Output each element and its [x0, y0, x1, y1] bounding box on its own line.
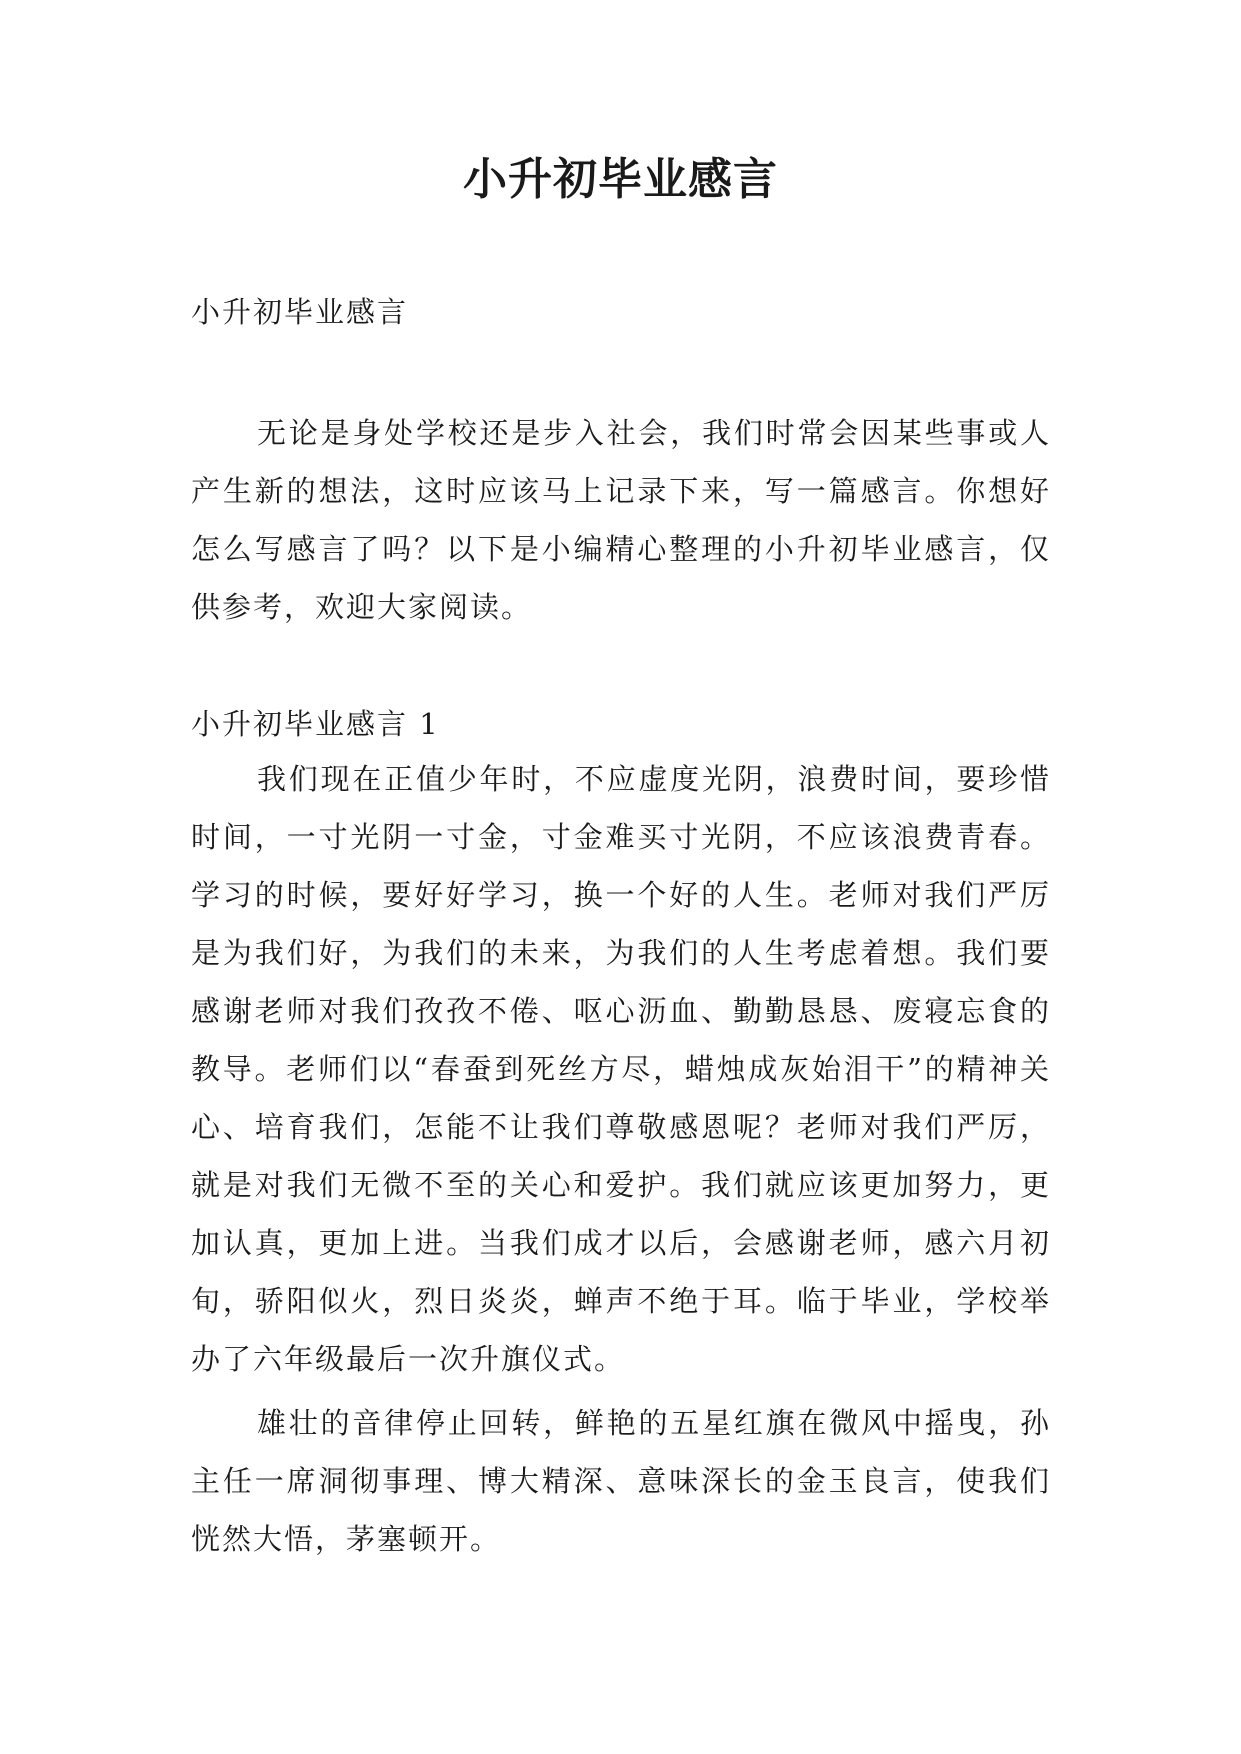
body-paragraph: 我们现在正值少年时，不应虚度光阴，浪费时间，要珍惜时间，一寸光阴一寸金，寸金难买寸光阴，不应该浪费青春。学习的时候，要好好学习，换一个好的人生。老师对我们严厉是为我们好，为我们的未来，为我们的人生考虑着想。我们要感谢老师对我们孜孜不倦、呕心沥血、勤勤恳恳、废寝忘食的教导。老师们以“春蚕到死丝方尽，蜡烛成灰始泪干”的精神关心、培育我们，怎能不让我们尊敬感恩呢？老师对我们严厉，就是对我们无微不至的关心和爱护。我们就应该更加努力，更加认真，更加上进。当我们成才以后，会感谢老师，感六月初旬，骄阳似火，烈日炎炎，蝉声不绝于耳。临于毕业，学校举办了六年级最后一次升旗仪式。	[191, 762, 1051, 1376]
section-heading: 小升初毕业感言 1	[191, 707, 440, 741]
document-title: 小升初毕业感言	[463, 154, 778, 205]
intro-paragraph: 无论是身处学校还是步入社会，我们时常会因某些事或人产生新的想法，这时应该马上记录下来，写一篇感言。你想好怎么写感言了吗？以下是小编精心整理的小升初毕业感言，仅供参考，欢迎大家阅读。	[191, 416, 1051, 624]
document-subtitle: 小升初毕业感言	[191, 295, 409, 329]
body-paragraph: 雄壮的音律停止回转，鲜艳的五星红旗在微风中摇曳，孙主任一席洞彻事理、博大精深、意味深长的金玉良言，使我们恍然大悟，茅塞顿开。	[191, 1406, 1051, 1556]
